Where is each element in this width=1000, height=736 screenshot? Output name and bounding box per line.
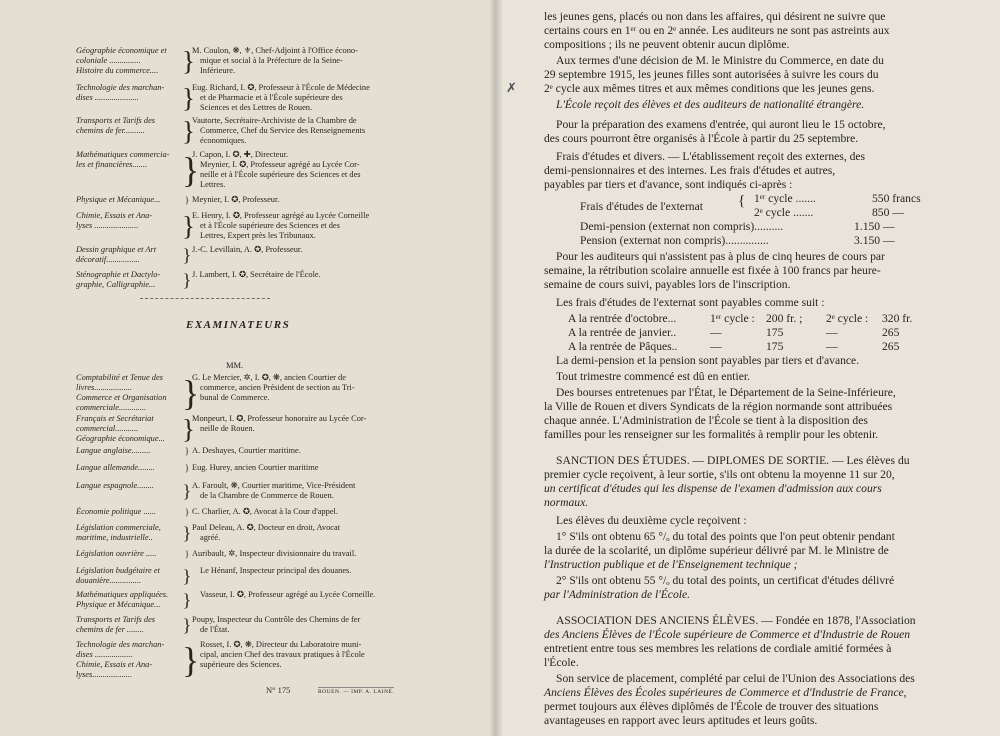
person-line: Lettres. bbox=[200, 180, 226, 189]
person-line: et de Pharmacie et à l'École supérieure des bbox=[200, 93, 343, 102]
person-line: J. Capon, I. ✪, ✚, Directeur. bbox=[192, 150, 289, 159]
text-line: un certificat d'études qui les dispense de l'examen d'admission aux cours bbox=[544, 482, 882, 495]
subject-line: Dessin graphique et Art bbox=[76, 245, 157, 254]
cycle2-label: 2ᵉ cycle ....... bbox=[754, 206, 814, 219]
person-line: mique et social à la Préfecture de la Seine- bbox=[200, 56, 343, 65]
brace: } bbox=[182, 523, 192, 543]
text-line: certains cours en 1ᵉʳ ou en 2ᵉ année. Les auditeurs ne sont pas astreints aux bbox=[544, 24, 890, 37]
text-line: 29 septembre 1915, les jeunes filles sont autorisées à suivre les cours du bbox=[544, 68, 879, 81]
pension-label: Pension (externat non compris)............... bbox=[580, 234, 769, 247]
brace: } bbox=[182, 481, 192, 501]
person-line: de l'État. bbox=[200, 625, 230, 634]
mm-label: MM. bbox=[226, 360, 244, 370]
subject-line: décoratif................ bbox=[76, 255, 140, 264]
subject-line: lyses................... bbox=[76, 670, 133, 679]
subject-line: Sténographie et Dactylo- bbox=[76, 270, 161, 279]
person-line: E. Henry, I. ✪, Professeur agrégé au Lycée Corneille bbox=[192, 211, 370, 220]
text-line: semaine de cours suivi, payables lors de l'inscription. bbox=[544, 278, 791, 291]
book-gutter bbox=[489, 0, 503, 736]
subject-line: chemins de fer.......... bbox=[76, 126, 145, 135]
subject bbox=[76, 195, 184, 205]
brace: } bbox=[182, 414, 195, 444]
schedule-c1: — bbox=[710, 326, 722, 339]
subject bbox=[76, 414, 184, 444]
subject bbox=[76, 640, 184, 680]
text-line: 2ᵉ cycle aux mêmes titres et aux mêmes conditions que les jeunes gens. bbox=[544, 82, 875, 95]
person bbox=[192, 195, 402, 205]
subject-line: Mathématiques commercia- bbox=[76, 150, 170, 159]
person bbox=[192, 640, 402, 670]
subject bbox=[76, 46, 184, 76]
text-line: avantageuses en rapport avec leurs aptitudes et leurs goûts. bbox=[544, 714, 818, 727]
person-line: bunal de Commerce. bbox=[200, 393, 270, 402]
text-line: chaque année. L'Administration de l'École se tient à la disposition des bbox=[544, 414, 868, 427]
subject-line: les et financières....... bbox=[76, 160, 148, 169]
subject bbox=[76, 116, 184, 136]
text-line: compositions ; ils ne peuvent obtenir aucun diplôme. bbox=[544, 38, 790, 51]
person-line: Poupy, Inspecteur du Contrôle des Chemins de fer bbox=[192, 615, 361, 624]
subject-line: Géographie économique et bbox=[76, 46, 167, 55]
person-line: J.-C. Levillain, A. ✪, Professeur. bbox=[192, 245, 303, 254]
subject-line: Géographie économique... bbox=[76, 434, 165, 443]
person-line: Lettres, Expert près les Tribunaux. bbox=[200, 231, 316, 240]
left-page bbox=[0, 0, 496, 736]
person bbox=[192, 211, 402, 241]
person bbox=[192, 373, 402, 403]
person-line: C. Charlier, A. ✪, Avocat à la Cour d'appel. bbox=[192, 507, 338, 516]
subject bbox=[76, 211, 184, 231]
text-line: les jeunes gens, placés ou non dans les affaires, qui désirent ne suivre que bbox=[544, 10, 886, 23]
schedule-label: A la rentrée d'octobre... bbox=[568, 312, 677, 325]
section-divider bbox=[140, 298, 270, 299]
schedule-v1: 175 bbox=[766, 326, 784, 339]
text-line: L'École reçoit des élèves et des auditeurs de nationalité étrangère. bbox=[556, 98, 865, 111]
person-line: agréé. bbox=[200, 533, 221, 542]
person-line: A. Deshayes, Courtier maritime. bbox=[192, 446, 301, 455]
text-line: demi-pensionnaires et des internes. Les frais d'études et autres, bbox=[544, 164, 836, 177]
person-line: G. Le Mercier, ✲, I. ✪, ❋, ancien Courtier de bbox=[192, 373, 346, 382]
person-line: M. Coulon, ❋, ⚜, Chef-Adjoint à l'Office écono- bbox=[192, 46, 358, 55]
subject bbox=[76, 523, 184, 543]
person bbox=[192, 270, 402, 280]
person-line: Commerce, Chef du Service des Renseignements bbox=[200, 126, 366, 135]
subject-line: dises ..................... bbox=[76, 93, 139, 102]
subject-line: Physique et Mécanique... bbox=[76, 600, 161, 609]
subject-line: Transports et Tarifs des bbox=[76, 615, 156, 624]
subject-line: Chimie, Essais et Ana- bbox=[76, 660, 153, 669]
person-line: supérieure des Sciences. bbox=[200, 660, 282, 669]
person-line: Eug. Richard, I. ✪, Professeur à l'École de Médecine bbox=[192, 83, 370, 92]
person bbox=[192, 463, 402, 473]
text-line: entretient entre tous ses membres les relations de cordiale amitié formées à bbox=[544, 642, 892, 655]
text-line: Son service de placement, complété par celui de l'Union des Associations des bbox=[556, 672, 915, 685]
subject-line: livres.................. bbox=[76, 383, 132, 392]
demi-label: Demi-pension (externat non compris).......... bbox=[580, 220, 784, 233]
person bbox=[192, 83, 402, 113]
subject-line: douanière............... bbox=[76, 576, 142, 585]
schedule-v2: 265 bbox=[882, 340, 900, 353]
subject-line: commercial........... bbox=[76, 424, 139, 433]
text-line: Pour la préparation des examens d'entrée, qui auront lieu le 15 octobre, bbox=[556, 118, 886, 131]
cycle2-value: 850 — bbox=[872, 206, 904, 219]
person bbox=[192, 590, 402, 600]
schedule-c2: 2ᵉ cycle : bbox=[826, 312, 869, 325]
text-line: la Ville de Rouen et divers Syndicats de la région normande sont attribuées bbox=[544, 400, 893, 413]
person-line: commerce, ancien Président de section au Tri- bbox=[200, 383, 355, 392]
subject-line: Comptabilité et Tenue des bbox=[76, 373, 163, 382]
subject bbox=[76, 150, 184, 170]
subject bbox=[76, 83, 184, 103]
brace: } bbox=[182, 116, 195, 146]
text-line: normaux. bbox=[544, 496, 589, 509]
person-line: Rosset, I. ✪, ❋, Directeur du Laboratoire muni- bbox=[200, 640, 362, 649]
subject-line: Législation ouvrière ..... bbox=[76, 549, 157, 558]
cycle1-value: 550 francs bbox=[872, 192, 921, 205]
subject bbox=[76, 446, 184, 456]
person-line: Sciences et des Lettres de Rouen. bbox=[200, 103, 313, 112]
subject-line: lyses ..................... bbox=[76, 221, 139, 230]
person-line: cipal, ancien Chef des travaux pratiques à l'École bbox=[200, 650, 365, 659]
subject bbox=[76, 507, 184, 517]
text-line: 2° S'ils ont obtenu 55 °/ₒ du total des points, un certificat d'études délivré bbox=[556, 574, 895, 587]
examiners-heading: EXAMINATEURS bbox=[186, 319, 291, 331]
subject bbox=[76, 270, 184, 290]
text-line: La demi-pension et la pension sont payables par tiers et d'avance. bbox=[556, 354, 860, 367]
person-line: Meynier, I. ✪, Professeur agrégé au Lycée Cor- bbox=[200, 160, 360, 169]
brace: } bbox=[184, 507, 190, 517]
person-line: neille et à l'École supérieure des Sciences et des bbox=[200, 170, 361, 179]
subject-line: Législation budgétaire et bbox=[76, 566, 160, 575]
subject bbox=[76, 549, 184, 559]
subject bbox=[76, 615, 184, 635]
schedule-label: A la rentrée de Pâques.. bbox=[568, 340, 678, 353]
person-line: J. Lambert, I. ✪, Secrétaire de l'École. bbox=[192, 270, 321, 279]
text-line: des Anciens Élèves de l'École supérieure de Commerce et d'Industrie de Rouen bbox=[544, 628, 911, 641]
person-line: économiques. bbox=[200, 136, 247, 145]
text-line: Tout trimestre commencé est dû en entier. bbox=[556, 370, 750, 383]
text-line: 1° S'ils ont obtenu 65 °/ₒ du total des points que l'on peut obtenir pendant bbox=[556, 530, 895, 543]
person-line: Inférieure. bbox=[200, 66, 236, 75]
text-line: premier cycle reçoivent, à leur sortie, s'ils ont obtenu la moyenne 11 sur 20, bbox=[544, 468, 895, 481]
subject-line: Langue allemande........ bbox=[76, 463, 155, 472]
brace: } bbox=[182, 566, 192, 586]
person-line: Le Hénanf, Inspecteur principal des douanes. bbox=[200, 566, 352, 575]
subject-line: graphie, Calligraphie... bbox=[76, 280, 156, 289]
subject bbox=[76, 245, 184, 265]
text-line: payables par tiers et d'avance, sont indiqués ci-après : bbox=[544, 178, 793, 191]
text-line: Les élèves du deuxième cycle reçoivent : bbox=[556, 514, 747, 527]
subject-line: Mathématiques appliquées. bbox=[76, 590, 169, 599]
schedule-v2: 265 bbox=[882, 326, 900, 339]
person bbox=[192, 566, 402, 576]
person bbox=[192, 150, 402, 190]
person-line: Monpeurt, I. ✪, Professeur honoraire au Lycée Cor- bbox=[192, 414, 367, 423]
brace: } bbox=[184, 463, 190, 473]
person-line: A. Faroult, ❋, Courtier maritime, Vice-Président bbox=[192, 481, 356, 490]
text-line: familles pour les renseigner sur les formalités à remplir pour les obtenir. bbox=[544, 428, 879, 441]
text-line: permet toujours aux élèves diplômés de l'École de trouver des situations bbox=[544, 700, 879, 713]
subject-line: Chimie, Essais et Ana- bbox=[76, 211, 153, 220]
schedule-v1: 200 fr. ; bbox=[766, 312, 803, 325]
subject bbox=[76, 566, 184, 586]
externat-label: Frais d'études de l'externat bbox=[580, 200, 703, 213]
person-line: Meynier, I. ✪, Professeur. bbox=[192, 195, 280, 204]
schedule-c2: — bbox=[826, 340, 838, 353]
person-line: Eug. Hurey, ancien Courtier maritime bbox=[192, 463, 319, 472]
subject bbox=[76, 481, 184, 491]
person bbox=[192, 116, 402, 146]
subject bbox=[76, 590, 184, 610]
brace: { bbox=[738, 193, 746, 209]
margin-mark: ✗ bbox=[506, 80, 517, 95]
schedule-label: A la rentrée de janvier.. bbox=[568, 326, 677, 339]
subject-line: Français et Secrétariat bbox=[76, 414, 154, 423]
brace: } bbox=[184, 549, 190, 559]
association-heading-line: ASSOCIATION DES ANCIENS ÉLÈVES. — Fondée en 1878, l'Association bbox=[556, 614, 916, 627]
brace: } bbox=[182, 640, 200, 680]
schedule-c2: — bbox=[826, 326, 838, 339]
sanction-heading-line: SANCTION DES ÉTUDES. — DIPLOMES DE SORTIE. — Les élèves du bbox=[556, 454, 910, 467]
fees-heading-line: Frais d'études et divers. — L'établissement reçoit des externes, des bbox=[556, 150, 866, 163]
brace: } bbox=[182, 46, 195, 76]
brace: } bbox=[182, 150, 200, 190]
subject-line: Histoire du commerce.... bbox=[76, 66, 159, 75]
printer-imprint: ROUEN. — IMP. A. LAINÉ. bbox=[318, 689, 395, 695]
demi-value: 1.150 — bbox=[854, 220, 895, 233]
text-line: Des bourses entretenues par l'État, le Département de la Seine-Inférieure, bbox=[556, 386, 896, 399]
person-line: de la Chambre de Commerce de Rouen. bbox=[200, 491, 334, 500]
text-line: par l'Administration de l'École. bbox=[544, 588, 691, 601]
text-line: des cours pourront être organisés à l'École à partir du 25 septembre. bbox=[544, 132, 859, 145]
person bbox=[192, 549, 402, 559]
brace: } bbox=[182, 590, 192, 610]
person-line: Paul Deleau, A. ✪, Docteur en droit, Avocat bbox=[192, 523, 341, 532]
person bbox=[192, 414, 402, 434]
person bbox=[192, 615, 402, 635]
text-line: Anciens Élèves des Écoles supérieures de Commerce et d'Industrie de France, bbox=[544, 686, 907, 699]
subject-line: Commerce et Organisation bbox=[76, 393, 167, 402]
subject-line: Technologie des marchan- bbox=[76, 83, 165, 92]
pension-value: 3.150 — bbox=[854, 234, 895, 247]
person-line: Auribault, ✲, Inspecteur divisionnaire du travail. bbox=[192, 549, 357, 558]
schedule-v2: 320 fr. bbox=[882, 312, 913, 325]
text-line: Les frais d'études de l'externat sont payables comme suit : bbox=[556, 296, 825, 309]
brace: } bbox=[182, 270, 192, 290]
subject-line: Transports et Tarifs des bbox=[76, 116, 156, 125]
brace: } bbox=[184, 195, 190, 205]
person-line: Vasseur, I. ✪, Professeur agrégé au Lycée Corneille. bbox=[200, 590, 376, 599]
schedule-c1: 1ᵉʳ cycle : bbox=[710, 312, 755, 325]
text-line: l'Instruction publique et de l'Enseignement technique ; bbox=[544, 558, 798, 571]
page-number: N° 175 bbox=[266, 685, 291, 695]
person-line: Vautorte, Secrétaire-Archiviste de la Chambre de bbox=[192, 116, 357, 125]
text-line: semaine, la rétribution scolaire annuelle est fixée à 100 francs par heure- bbox=[544, 264, 881, 277]
person bbox=[192, 481, 402, 501]
subject bbox=[76, 373, 184, 413]
person bbox=[192, 523, 402, 543]
person bbox=[192, 245, 402, 255]
text-line: la durée de la scolarité, un diplôme supérieur délivré par M. le Ministre de bbox=[544, 544, 889, 557]
subject-line: commerciale............. bbox=[76, 403, 147, 412]
brace: } bbox=[182, 615, 192, 635]
brace: } bbox=[182, 245, 192, 265]
text-line: l'École. bbox=[544, 656, 579, 669]
text-line: Aux termes d'une décision de M. le Ministre du Commerce, en date du bbox=[556, 54, 884, 67]
subject-line: Technologie des marchan- bbox=[76, 640, 165, 649]
person-line: et à l'École supérieure des Sciences et des bbox=[200, 221, 340, 230]
person bbox=[192, 507, 402, 517]
subject-line: dises .................. bbox=[76, 650, 133, 659]
cycle1-label: 1ᵉʳ cycle ....... bbox=[754, 192, 816, 205]
schedule-c1: — bbox=[710, 340, 722, 353]
subject-line: coloniale ............... bbox=[76, 56, 141, 65]
person bbox=[192, 446, 402, 456]
brace: } bbox=[182, 373, 200, 413]
subject-line: Physique et Mécanique... bbox=[76, 195, 161, 204]
subject bbox=[76, 463, 184, 473]
brace: } bbox=[182, 83, 195, 113]
subject-line: Langue anglaise......... bbox=[76, 446, 151, 455]
subject-line: Langue espagnole........ bbox=[76, 481, 154, 490]
subject-line: Économie politique ...... bbox=[76, 507, 157, 516]
subject-line: maritime, industrielle.. bbox=[76, 533, 153, 542]
subject-line: Législation commerciale, bbox=[76, 523, 161, 532]
subject-line: chemins de fer ........ bbox=[76, 625, 144, 634]
person-line: neille de Rouen. bbox=[200, 424, 255, 433]
brace: } bbox=[182, 211, 195, 241]
brace: } bbox=[184, 446, 190, 456]
schedule-v1: 175 bbox=[766, 340, 784, 353]
text-line: Pour les auditeurs qui n'assistent pas à plus de cinq heures de cours par bbox=[556, 250, 885, 263]
person bbox=[192, 46, 402, 76]
